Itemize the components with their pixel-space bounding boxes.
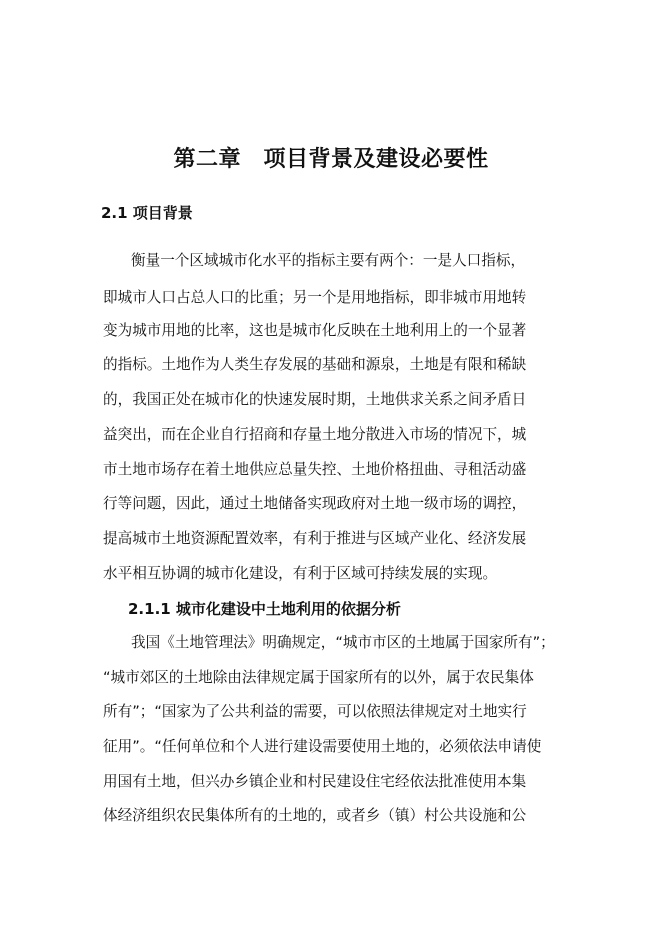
paragraph-line: 市土地市场存在着土地供应总量失控、土地价格扭曲、寻租活动盛 <box>103 461 527 478</box>
paragraph-line: 即城市人口占总人口的比重；另一个是用地指标，即非城市用地转 <box>103 289 527 306</box>
paragraph-line: 益突出，而在企业自行招商和存量土地分散进入市场的情况下，城 <box>103 426 527 443</box>
subsection-heading: 2.1.1 城市化建设中土地利用的依据分析 <box>128 600 401 618</box>
paragraph-line: 的指标。土地作为人类生存发展的基础和源泉，土地是有限和稀缺 <box>103 356 527 373</box>
chapter-title: 第二章 项目背景及建设必要性 <box>173 146 489 172</box>
paragraph-line: 水平相互协调的城市化建设，有利于区域可持续发展的实现。 <box>103 565 498 582</box>
paragraph-line: “城市郊区的土地除由法律规定属于国家所有的以外，属于农民集体 <box>103 669 534 686</box>
paragraph-line: 所有”；“国家为了公共利益的需要，可以依照法律规定对土地实行 <box>103 703 527 720</box>
section-heading: 2.1 项目背景 <box>101 204 193 222</box>
paragraph-line: 征用”。“任何单位和个人进行建设需要使用土地的，必须依法申请使 <box>103 738 542 755</box>
paragraph-line: 衡量一个区域城市化水平的指标主要有两个：一是人口指标， <box>131 252 526 269</box>
paragraph-line: 我国《土地管理法》明确规定，“城市市区的土地属于国家所有”； <box>131 634 555 651</box>
paragraph-line: 体经济组织农民集体所有的土地的，或者乡（镇）村公共设施和公 <box>103 807 527 824</box>
paragraph-line: 提高城市土地资源配置效率，有利于推进与区域产业化、经济发展 <box>103 530 527 547</box>
paragraph-line: 行等问题，因此，通过土地储备实现政府对土地一级市场的调控， <box>103 495 527 512</box>
paragraph-line: 用国有土地，但兴办乡镇企业和村民建设住宅经依法批准使用本集 <box>103 773 527 790</box>
paragraph-line: 变为城市用地的比率，这也是城市化反映在土地利用上的一个显著 <box>103 322 527 339</box>
paragraph-line: 的，我国正处在城市化的快速发展时期，土地供求关系之间矛盾日 <box>103 391 527 408</box>
